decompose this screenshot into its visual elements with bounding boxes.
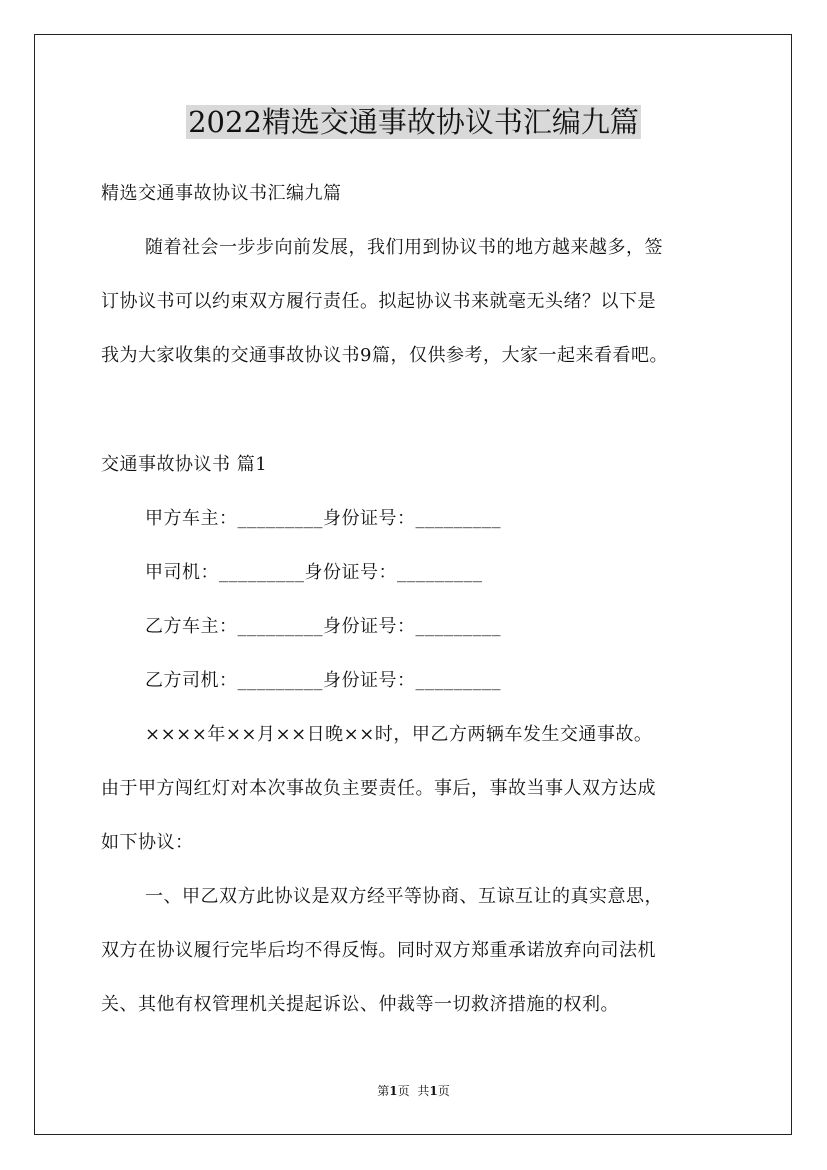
document-subtitle: 精选交通事故协议书汇编九篇 (101, 183, 342, 204)
accident-line-1: ××××年××月××日晚××时，甲乙方两辆车发生交通事故。 (145, 724, 653, 745)
intro-line-2: 订协议书可以约束双方履行责任。拟起协议书来就毫无头绪？以下是 (101, 291, 656, 312)
accident-line-2: 由于甲方闯红灯对本次事故负主要责任。事后，事故当事人双方达成 (101, 778, 656, 799)
party-a-driver-line: 甲司机：_________身份证号：_________ (145, 562, 483, 583)
intro-line-3: 我为大家收集的交通事故协议书9篇，仅供参考，大家一起来看看吧。 (101, 345, 668, 366)
footer-total-prefix: 共 (417, 1084, 430, 1098)
footer-total-suffix: 页 (437, 1084, 450, 1098)
document-title-text: 2022精选交通事故协议书汇编九篇 (188, 105, 639, 139)
party-a-owner-line: 甲方车主：_________身份证号：_________ (145, 508, 501, 529)
clause1-line-2: 双方在协议履行完毕后均不得反悔。同时双方郑重承诺放弃向司法机 (101, 940, 656, 961)
party-b-driver-line: 乙方司机：_________身份证号：_________ (145, 670, 501, 691)
intro-line-1: 随着社会一步步向前发展，我们用到协议书的地方越来越多，签 (145, 237, 663, 258)
footer-total-pages: 1 (429, 1084, 438, 1098)
clause1-line-3: 关、其他有权管理机关提起诉讼、仲裁等一切救济措施的权利。 (101, 994, 619, 1015)
page-footer (0, 1082, 827, 1100)
footer-page-prefix: 第 (377, 1084, 390, 1098)
clause1-line-1: 一、甲乙双方此协议是双方经平等协商、互谅互让的真实意思， (145, 886, 663, 907)
section-heading: 交通事故协议书 篇1 (101, 454, 268, 475)
accident-line-3: 如下协议： (101, 832, 194, 853)
footer-page-number: 1 (389, 1084, 398, 1098)
party-b-owner-line: 乙方车主：_________身份证号：_________ (145, 616, 501, 637)
document-title (0, 100, 827, 144)
footer-page-suffix: 页 (397, 1084, 410, 1098)
